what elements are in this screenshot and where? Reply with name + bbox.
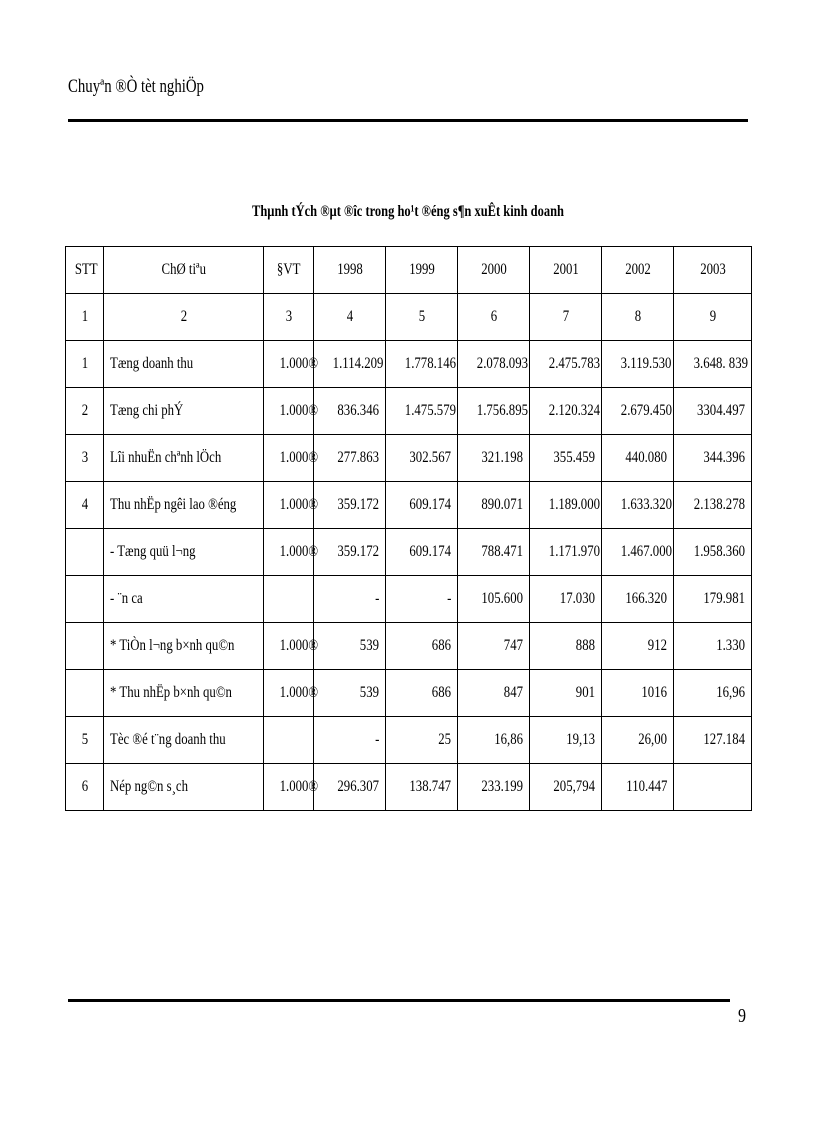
row-number-cell: 3 (66, 435, 104, 482)
index-cell: 5 (386, 294, 458, 341)
value-cell: 1.958.360 (674, 529, 752, 576)
row-number-cell: 5 (66, 717, 104, 764)
unit-cell (264, 576, 314, 623)
value-cell: 277.863 (314, 435, 386, 482)
table-row (66, 482, 752, 529)
value-cell (674, 764, 752, 811)
value-cell: 359.172 (314, 482, 386, 529)
value-cell: 3304.497 (674, 388, 752, 435)
column-header: 2001 (530, 247, 602, 294)
value-cell: 3.119.530 (602, 341, 674, 388)
value-cell: 1.756.895 (458, 388, 530, 435)
row-number-cell (66, 576, 104, 623)
value-cell: 296.307 (314, 764, 386, 811)
value-cell: 17.030 (530, 576, 602, 623)
value-cell: - (386, 576, 458, 623)
table-row (66, 717, 752, 764)
value-cell: 888 (530, 623, 602, 670)
index-cell: 3 (264, 294, 314, 341)
indicator-cell: Thu nhËp ngêi lao ®éng (104, 482, 264, 529)
value-cell: 105.600 (458, 576, 530, 623)
value-cell: 2.475.783 (530, 341, 602, 388)
value-cell: 912 (602, 623, 674, 670)
value-cell: 686 (386, 670, 458, 717)
value-cell: 539 (314, 623, 386, 670)
value-cell: 1016 (602, 670, 674, 717)
value-cell: 836.346 (314, 388, 386, 435)
column-header: 2003 (674, 247, 752, 294)
value-cell: 344.396 (674, 435, 752, 482)
value-cell: 901 (530, 670, 602, 717)
value-cell: 302.567 (386, 435, 458, 482)
row-number-cell: 1 (66, 341, 104, 388)
index-cell: 8 (602, 294, 674, 341)
column-header: STT (66, 247, 104, 294)
row-number-cell: 6 (66, 764, 104, 811)
table-row (66, 529, 752, 576)
unit-cell: 1.000® (264, 623, 314, 670)
column-header: §VT (264, 247, 314, 294)
page-number: 9 (738, 1005, 746, 1027)
value-cell: 110.447 (602, 764, 674, 811)
performance-table (65, 246, 752, 811)
value-cell: 1.171.970 (530, 529, 602, 576)
value-cell: 233.199 (458, 764, 530, 811)
value-cell: 2.078.093 (458, 341, 530, 388)
table-caption (0, 203, 816, 221)
value-cell: 1.778.146 (386, 341, 458, 388)
value-cell: 847 (458, 670, 530, 717)
value-cell: 890.071 (458, 482, 530, 529)
value-cell: 355.459 (530, 435, 602, 482)
table-caption-text: Thµnh tÝch ®µt ®îc trong ho¹t ®éng s¶n xuÊt kinh doanh (251, 203, 564, 220)
unit-cell: 1.000® (264, 388, 314, 435)
table-row (66, 576, 752, 623)
row-number-cell (66, 670, 104, 717)
value-cell: 16,86 (458, 717, 530, 764)
value-cell: 2.138.278 (674, 482, 752, 529)
value-cell: 1.189.000 (530, 482, 602, 529)
value-cell: 25 (386, 717, 458, 764)
indicator-cell: Tæng doanh thu (104, 341, 264, 388)
table-row (66, 764, 752, 811)
table-row (66, 670, 752, 717)
row-number-cell: 4 (66, 482, 104, 529)
value-cell: 788.471 (458, 529, 530, 576)
indicator-cell: Tèc ®é t¨ng doanh thu (104, 717, 264, 764)
column-header: 1999 (386, 247, 458, 294)
index-cell: 9 (674, 294, 752, 341)
index-cell: 1 (66, 294, 104, 341)
unit-cell: 1.000® (264, 341, 314, 388)
column-header: 2002 (602, 247, 674, 294)
value-cell: - (314, 717, 386, 764)
unit-cell: 1.000® (264, 670, 314, 717)
header-divider (68, 119, 748, 122)
value-cell: 1.330 (674, 623, 752, 670)
value-cell: 2.120.324 (530, 388, 602, 435)
unit-cell (264, 717, 314, 764)
value-cell: 2.679.450 (602, 388, 674, 435)
indicator-cell: Tæng chi phÝ (104, 388, 264, 435)
index-cell: 2 (104, 294, 264, 341)
index-cell: 4 (314, 294, 386, 341)
table-row (66, 623, 752, 670)
value-cell: 686 (386, 623, 458, 670)
footer-divider (68, 999, 730, 1002)
column-header: 2000 (458, 247, 530, 294)
table-row (66, 341, 752, 388)
indicator-cell: - Tæng quü l¬ng (104, 529, 264, 576)
value-cell: 1.475.579 (386, 388, 458, 435)
table-body (66, 341, 752, 811)
row-number-cell (66, 529, 104, 576)
value-cell: 3.648. 839 (674, 341, 752, 388)
value-cell: 1.633.320 (602, 482, 674, 529)
value-cell: 440.080 (602, 435, 674, 482)
table-index-row (66, 294, 752, 341)
indicator-cell: - ¨n ca (104, 576, 264, 623)
table-row (66, 388, 752, 435)
row-number-cell (66, 623, 104, 670)
document-header-title: Chuyªn ®Ò tèt nghiÖp (68, 76, 204, 97)
value-cell: 1.467.000 (602, 529, 674, 576)
unit-cell: 1.000® (264, 435, 314, 482)
value-cell: 138.747 (386, 764, 458, 811)
indicator-cell: Nép ng©n s¸ch (104, 764, 264, 811)
value-cell: 609.174 (386, 529, 458, 576)
value-cell: 127.184 (674, 717, 752, 764)
value-cell: 179.981 (674, 576, 752, 623)
value-cell: 19,13 (530, 717, 602, 764)
value-cell: 205,794 (530, 764, 602, 811)
value-cell: 609.174 (386, 482, 458, 529)
value-cell: 1.114.209 (314, 341, 386, 388)
table-header-row (66, 247, 752, 294)
unit-cell: 1.000® (264, 482, 314, 529)
row-number-cell: 2 (66, 388, 104, 435)
table-row (66, 435, 752, 482)
value-cell: 747 (458, 623, 530, 670)
indicator-cell: Lîi nhuËn chªnh lÖch (104, 435, 264, 482)
index-cell: 6 (458, 294, 530, 341)
unit-cell: 1.000® (264, 764, 314, 811)
unit-cell: 1.000® (264, 529, 314, 576)
indicator-cell: * Thu nhËp b×nh qu©n (104, 670, 264, 717)
value-cell: - (314, 576, 386, 623)
value-cell: 16,96 (674, 670, 752, 717)
value-cell: 359.172 (314, 529, 386, 576)
value-cell: 166.320 (602, 576, 674, 623)
column-header: ChØ tiªu (104, 247, 264, 294)
value-cell: 26,00 (602, 717, 674, 764)
indicator-cell: * TiÒn l¬ng b×nh qu©n (104, 623, 264, 670)
column-header: 1998 (314, 247, 386, 294)
index-cell: 7 (530, 294, 602, 341)
value-cell: 321.198 (458, 435, 530, 482)
value-cell: 539 (314, 670, 386, 717)
